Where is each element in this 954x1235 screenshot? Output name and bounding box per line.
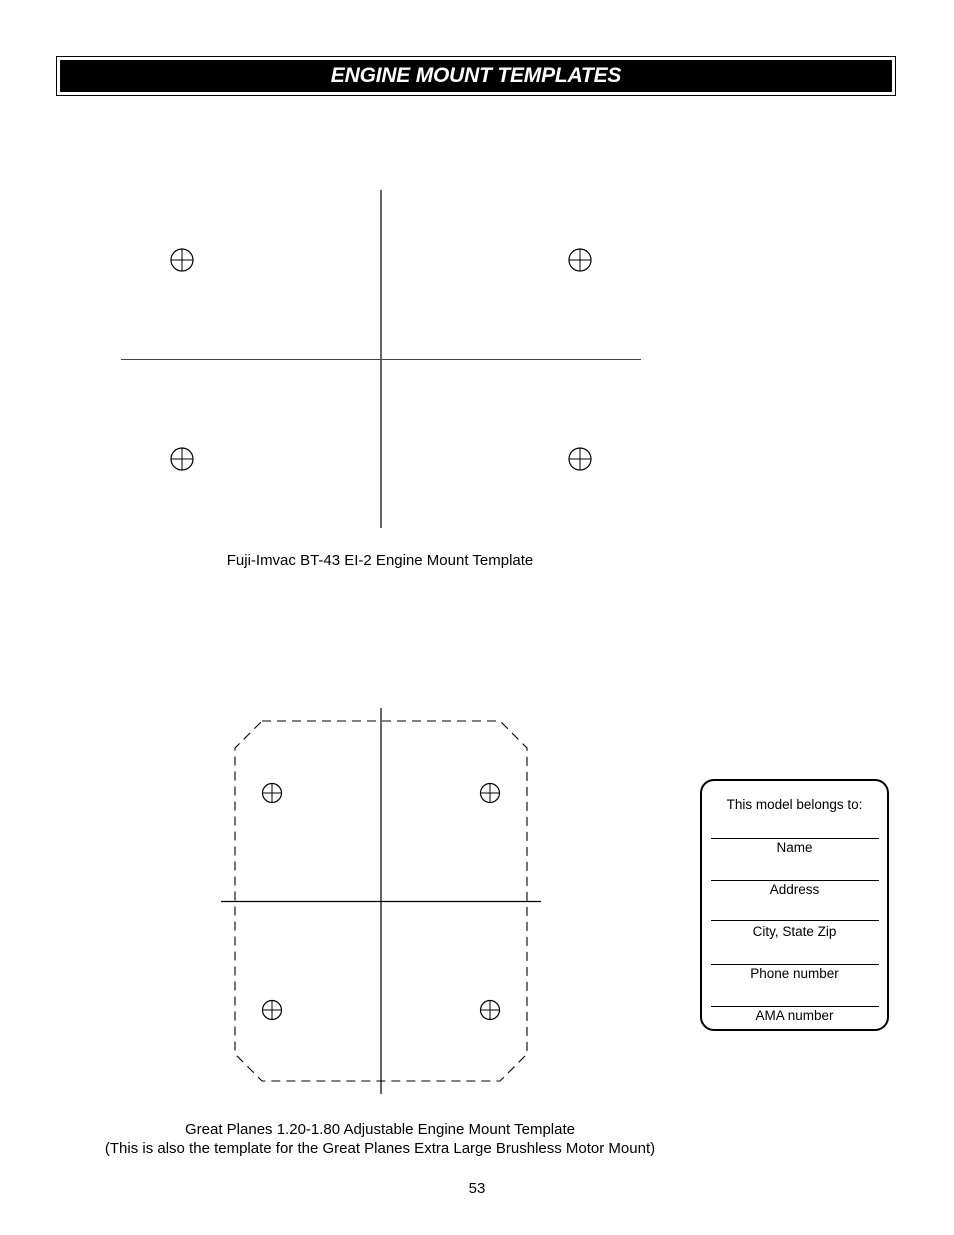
fuji-template	[121, 190, 641, 528]
field-label-city-state-zip: City, State Zip	[752, 924, 837, 939]
owner-id-card	[700, 779, 889, 1031]
write-in-line	[711, 880, 879, 881]
page-title: ENGINE MOUNT TEMPLATES	[330, 64, 622, 87]
crosshair-circle-icon	[171, 249, 193, 271]
crosshair-circle-icon	[481, 784, 500, 803]
field-label-ama: AMA number	[755, 1008, 834, 1023]
crosshair-circle-icon	[263, 784, 282, 803]
field-label-address: Address	[769, 882, 820, 897]
write-in-line	[711, 964, 879, 965]
write-in-line	[711, 1006, 879, 1007]
caption-line-1: Great Planes 1.20-1.80 Adjustable Engine Mount Template	[185, 1121, 575, 1138]
crosshair-circle-icon	[481, 1001, 500, 1020]
crosshair-circle-icon	[569, 448, 591, 470]
write-in-line	[711, 838, 879, 839]
write-in-line	[711, 920, 879, 921]
caption-line-2: (This is also the template for the Great Planes Extra Large Brushless Motor Mount)	[104, 1140, 656, 1157]
page-number: 53	[468, 1180, 486, 1197]
fuji-template-caption: Fuji-Imvac BT-43 EI-2 Engine Mount Template	[226, 552, 534, 569]
crosshair-circle-icon	[569, 249, 591, 271]
field-label-phone: Phone number	[750, 966, 839, 981]
great-planes-template-caption	[40, 1120, 720, 1158]
great-planes-template	[221, 708, 541, 1094]
card-heading: This model belongs to:	[726, 797, 863, 812]
crosshair-circle-icon	[171, 448, 193, 470]
crosshair-circle-icon	[263, 1001, 282, 1020]
field-label-name: Name	[776, 840, 813, 855]
